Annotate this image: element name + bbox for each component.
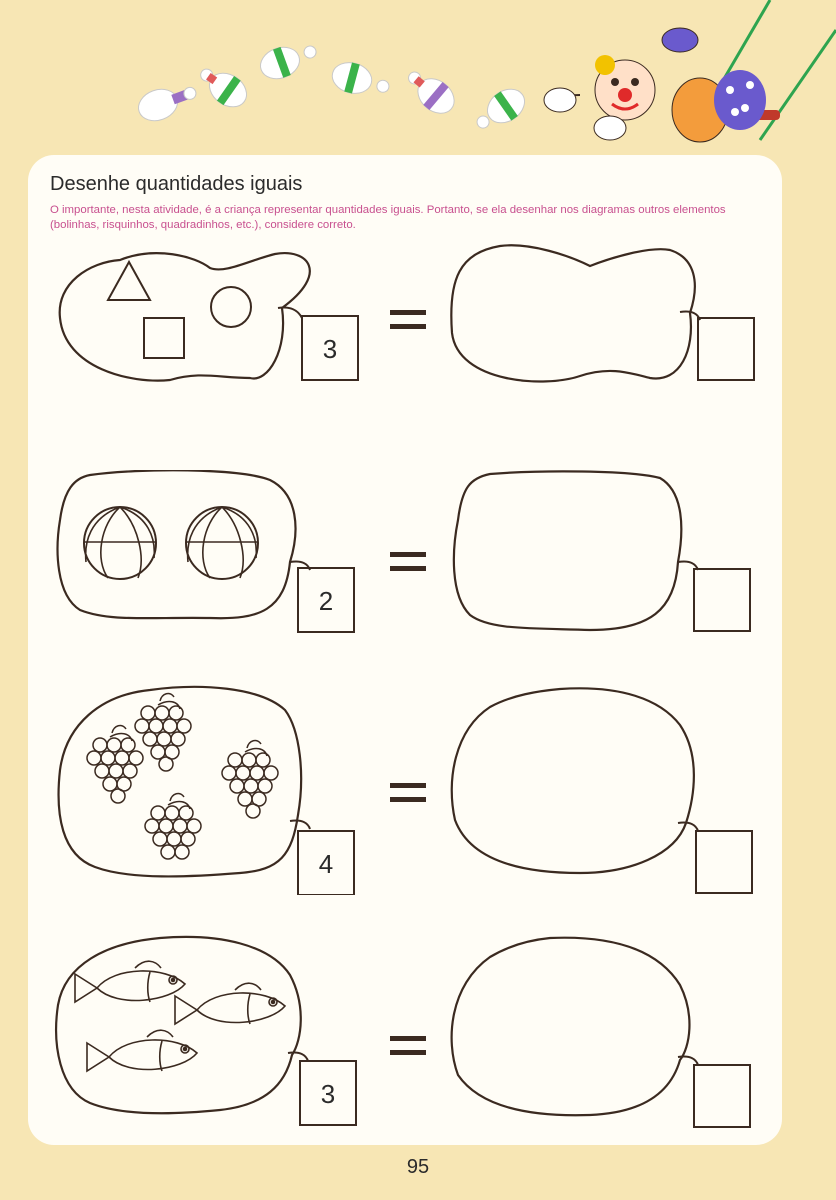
- answer-diagram: [451, 245, 695, 381]
- exercise-3: [50, 685, 780, 879]
- top-decoration: [0, 0, 836, 170]
- clown-illustration: [544, 0, 836, 142]
- count-label: 4: [318, 848, 334, 879]
- fish-icon: [175, 983, 285, 1024]
- source-diagram: [56, 937, 301, 1113]
- triangle-shape: [108, 262, 150, 300]
- beach-ball-icon: [84, 507, 156, 579]
- grapes-icon: [145, 794, 201, 859]
- teacher-note: O importante, nesta atividade, é a criança representar quantidades iguais. Portanto, se ela desenhar nos diagramas outros elementos (bolinhas, risquinhos, quadradinhos, etc.), considere correto.: [50, 204, 726, 231]
- fish-icon: [87, 1030, 197, 1071]
- count-label: 2: [318, 585, 334, 616]
- page-title: Desenhe quantidades iguais: [50, 173, 303, 195]
- square-shape: [144, 318, 184, 358]
- count-label: 3: [320, 1078, 336, 1109]
- source-diagram: [59, 687, 302, 877]
- equals-sign: [390, 1036, 426, 1055]
- answer-diagram: [452, 688, 694, 873]
- answer-diagram: [452, 938, 690, 1116]
- grapes-icon: [222, 741, 278, 818]
- beach-ball-icon: [186, 507, 258, 579]
- answer-count-box[interactable]: [698, 318, 754, 380]
- answer-diagram: [454, 471, 681, 630]
- exercise-3-drawing: [50, 685, 780, 895]
- source-connector: [290, 820, 310, 829]
- grapes-icon: [87, 726, 143, 803]
- page-number: 95: [406, 1156, 430, 1178]
- bowling-pins-illustration: [134, 36, 531, 138]
- exercise-1-drawing: [50, 238, 780, 418]
- exercise-2: [50, 470, 780, 650]
- exercise-1: [50, 238, 780, 418]
- exercise-4: [50, 935, 780, 1115]
- answer-connector: [678, 822, 698, 831]
- equals-sign: [390, 552, 426, 571]
- equals-sign: [390, 783, 426, 802]
- exercise-2-drawing: [50, 470, 780, 650]
- exercise-4-drawing: [50, 935, 780, 1135]
- fish-icon: [75, 961, 185, 1002]
- equals-sign: [390, 310, 426, 329]
- answer-count-box[interactable]: [696, 831, 752, 893]
- circle-shape: [211, 287, 251, 327]
- answer-count-box[interactable]: [694, 1065, 750, 1127]
- source-diagram: [58, 470, 296, 618]
- answer-count-box[interactable]: [694, 569, 750, 631]
- source-diagram: [60, 253, 310, 380]
- count-label: 3: [322, 333, 338, 364]
